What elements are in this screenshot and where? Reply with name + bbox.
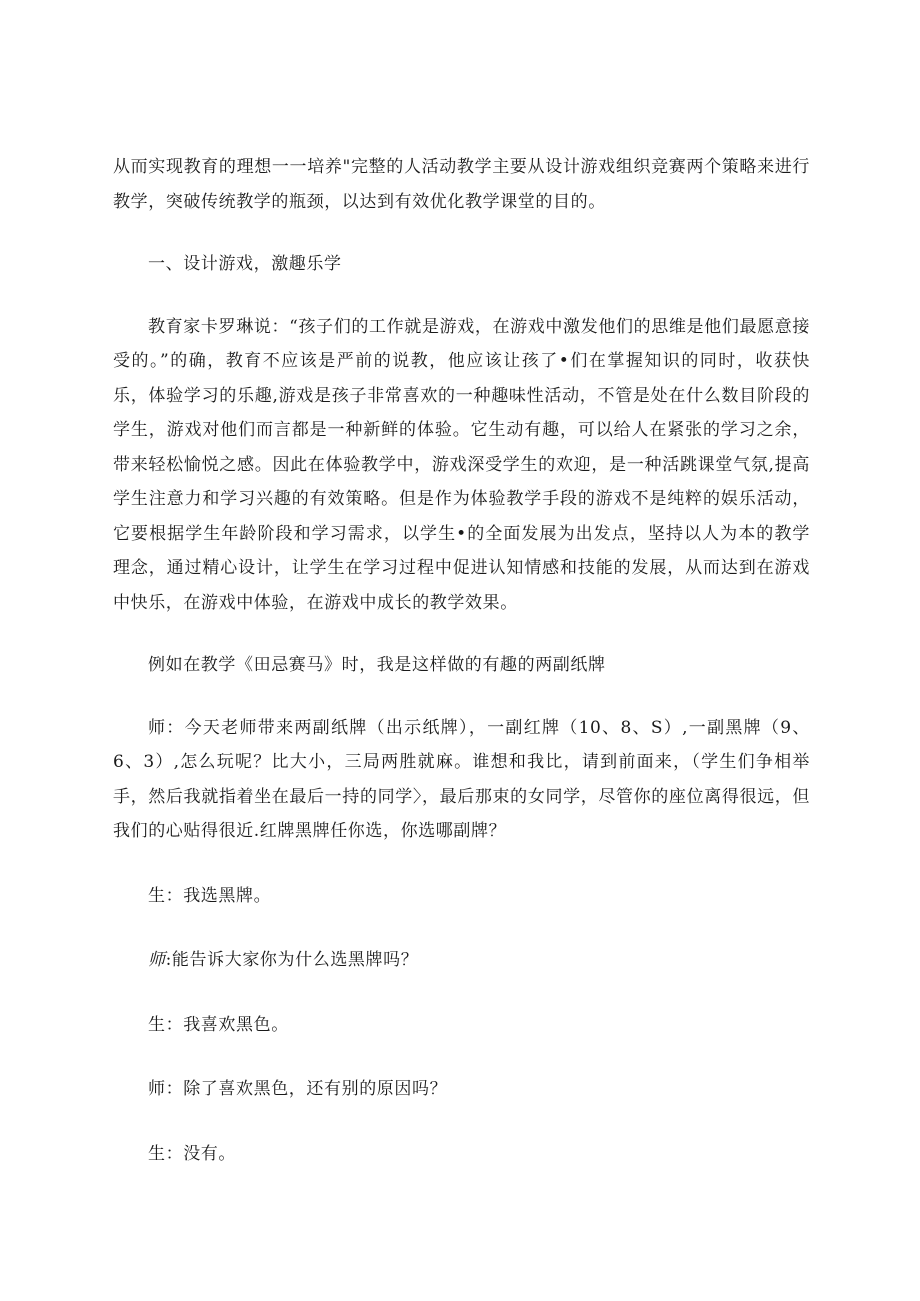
dialogue-student-1: 生：我选黑牌。 — [148, 885, 272, 906]
dialogue-speaker-label: 师 — [148, 950, 166, 970]
dialogue-teacher-2-text: :能告诉大家你为什么选黑牌吗？ — [165, 950, 419, 970]
dialogue-teacher-1: 师：今天老师带来两副纸牌（出示纸牌），一副红牌（10、8、S）,一副黑牌（9、6、3）,怎么玩呢？比大小，三局两胜就麻。谁想和我比，请到前面来，（学生们争相举手，然后我就指着坐在最后一持的同学〉，最后那束的女同学，尽管你的座位离得很远，但我们的心贴得很近.红牌黑牌任你选，你选哪副牌？ — [113, 717, 810, 841]
dialogue-teacher-3: 师：除了喜欢黑色，还有别的原因吗？ — [148, 1079, 448, 1099]
dialogue-student-3: 生：没有。 — [148, 1143, 236, 1164]
paragraph-intro-continued: 从而实现教育的理想一一培养"完整的人活动教学主要从设计游戏组织竞赛两个策略来进行教学，突破传统教学的瓶颈，以达到有效优化教学课堂的目的。 — [113, 157, 810, 212]
paragraph-example-intro: 例如在教学《田忌赛马》时，我是这样做的有趣的两副纸牌 — [148, 655, 606, 675]
dialogue-teacher-2 — [113, 943, 810, 978]
section-heading: 一、设计游戏，激趣乐学 — [148, 254, 342, 274]
paragraph-game-strategy: 教育家卡罗琳说：“孩子们的工作就是游戏，在游戏中激发他们的思维是他们最愿意接受的。”的确，教育不应该是严前的说教，他应该让孩了•们在掌握知识的同时，收获快乐，体验学习的乐趣,游戏是孩子非常喜欢的一种趣味性活动，不管是处在什么数目阶段的学生，游戏对他们而言都是一种新鲜的体验。它生动有趣，可以给人在紧张的学习之余，带来轻松愉悦之感。因此在体验教学中，游戏深受学生的欢迎，是一种活跳课堂气氛,提高学生注意力和学习兴趣的有效策略。但是作为体验教学手段的游戏不是纯粹的娱乐活动，它要根据学生年龄阶段和学习需求，以学生•的全面发展为出发点，坚持以人为本的教学理念，通过精心设计，让学生在学习过程中促进认知情感和技能的发展，从而达到在游戏中快乐，在游戏中体验，在游戏中成长的教学效果。 — [113, 316, 810, 613]
dialogue-student-2: 生：我喜欢黑色。 — [148, 1014, 289, 1035]
